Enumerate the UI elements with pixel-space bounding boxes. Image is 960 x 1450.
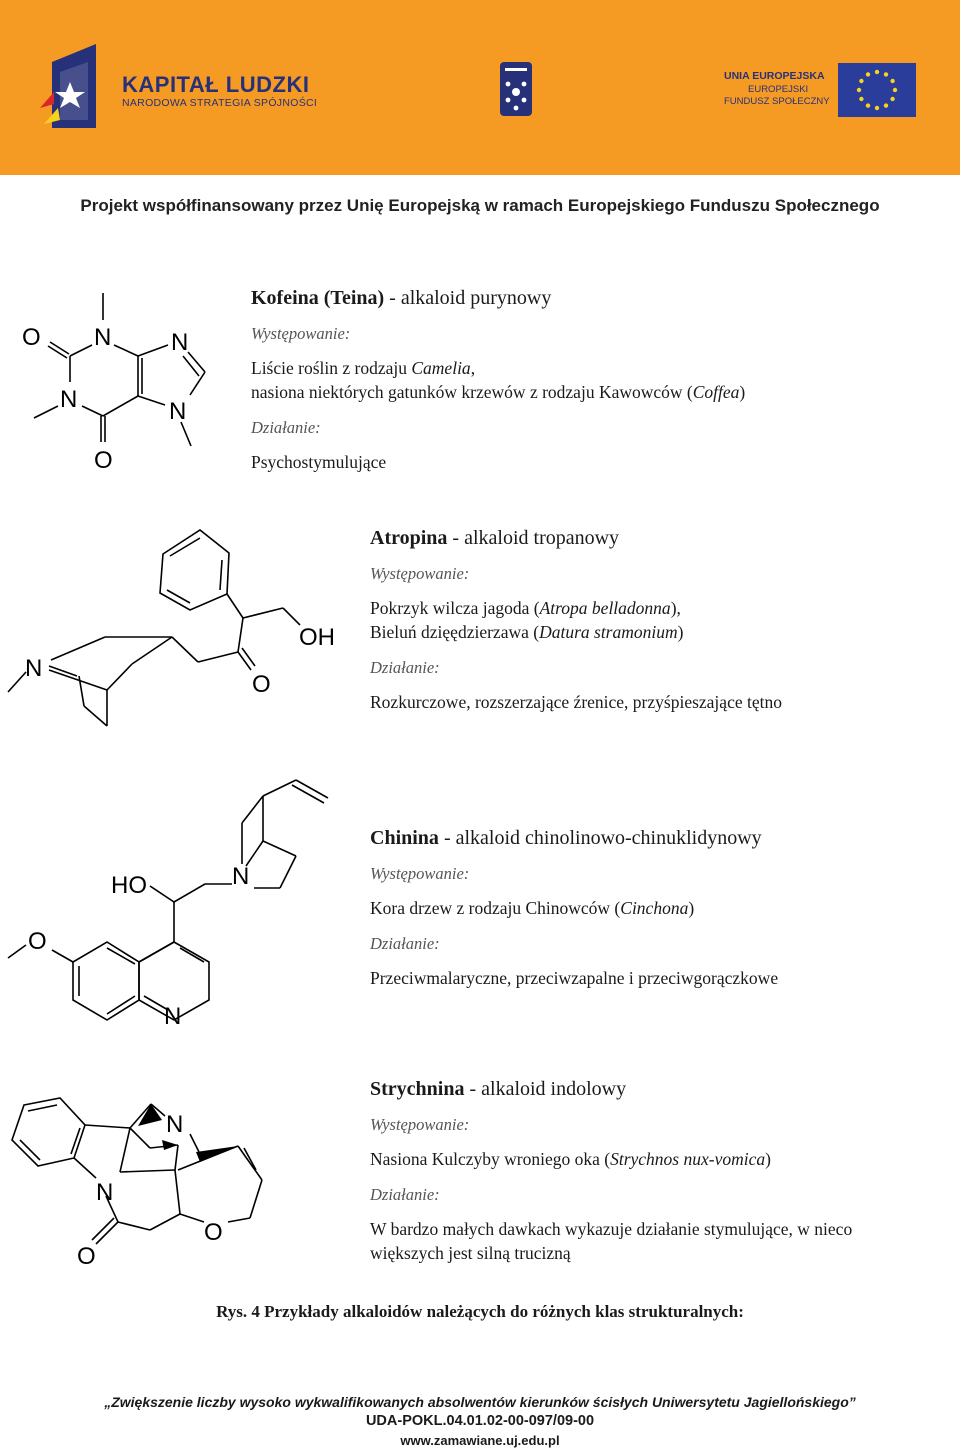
strychnine-atom-o-ether: O <box>204 1219 223 1246</box>
quinine-structure <box>8 780 328 1030</box>
atropine-title <box>370 527 782 550</box>
quinine-info <box>370 827 778 990</box>
kapital-ludzki-subtitle: NARODOWA STRATEGIA SPÓJNOŚCI <box>122 97 318 109</box>
caffeine-occurrence-label: Występowanie: <box>251 324 351 343</box>
caffeine-name: Kofeina (Teina) <box>251 287 385 309</box>
atropine-atom-n: N <box>25 655 43 682</box>
atropine-atom-oh: OH <box>299 624 335 651</box>
strychnine-atom-n-indole: N <box>96 1179 114 1206</box>
caffeine-atom-o2: O <box>94 447 113 474</box>
quinine-atom-o: O <box>28 928 47 955</box>
strychnine-structure <box>12 1098 262 1270</box>
caffeine-atom-n1: N <box>94 324 112 351</box>
strychnine-action-label: Działanie: <box>370 1185 440 1204</box>
atropine-class: - alkaloid tropanowy <box>447 527 620 549</box>
atropine-atom-o: O <box>252 671 271 698</box>
caffeine-atom-n3: N <box>60 386 78 413</box>
kapital-ludzki-title: KAPITAŁ LUDZKI <box>122 72 310 97</box>
strychnine-title <box>370 1078 852 1101</box>
strychnine-info <box>370 1078 852 1265</box>
atropine-name: Atropina <box>370 527 448 549</box>
quinine-action-text: Przeciwmalaryczne, przeciwzapalne i przeciwgorączkowe <box>370 968 779 988</box>
quinine-atom-ho: HO <box>111 872 147 899</box>
caffeine-action-label: Działanie: <box>251 418 321 437</box>
strychnine-class: - alkaloid indolowy <box>464 1078 627 1100</box>
footer-website[interactable]: www.zamawiane.uj.edu.pl <box>400 1433 560 1448</box>
strychnine-atom-o-carbonyl: O <box>77 1243 96 1270</box>
strychnine-occurrence-text: Nasiona Kulczyby wroniego oka (Strychnos nux-vomica) <box>370 1149 771 1169</box>
quinine-atom-n-ring: N <box>164 1003 182 1030</box>
atropine-structure <box>8 530 335 726</box>
atropine-action-text: Rozkurczowe, rozszerzające źrenice, przyśpieszające tętno <box>370 692 782 712</box>
eu-subtitle-1: EUROPEJSKI <box>748 84 809 95</box>
strychnine-name: Strychnina <box>370 1078 465 1100</box>
caffeine-occurrence-text: Liście roślin z rodzaju Camelia, nasiona niektórych gatunków krzewów z rodzaju Kawowców (Coffea) <box>251 358 746 402</box>
quinine-title <box>370 827 778 850</box>
atropine-occurrence-text: Pokrzyk wilcza jagoda (Atropa belladonna), Bieluń dzięędzierzawa (Datura stramonium) <box>370 598 684 642</box>
project-line: Projekt współfinansowany przez Unię Europejską w ramach Europejskiego Funduszu Społecznego <box>80 196 880 215</box>
strychnine-action-text: W bardzo małych dawkach wykazuje działanie stymulujące, w nieco większych jest silną trucizną <box>370 1219 853 1263</box>
quinine-atom-n-bridge: N <box>232 863 250 890</box>
caffeine-class: - alkaloid purynowy <box>384 287 552 309</box>
atropine-action-label: Działanie: <box>370 658 440 677</box>
atropine-info <box>370 527 782 714</box>
strychnine-atom-n-top: N <box>166 1111 184 1138</box>
footer-project-title: „Zwiększenie liczby wysoko wykwalifikowanych absolwentów kierunków ścisłych Uniwersytetu Jagiellońskiego” <box>104 1394 856 1410</box>
footer-project-code: UDA-POKL.04.01.02-00-097/09-00 <box>365 1413 595 1429</box>
figure-caption: Rys. 4 Przykłady alkaloidów należących do różnych klas strukturalnych: <box>216 1302 744 1321</box>
caffeine-structure <box>22 293 205 474</box>
atropine-occurrence-label: Występowanie: <box>370 564 470 583</box>
caffeine-atom-n4: N <box>169 398 187 425</box>
caffeine-title <box>251 287 745 310</box>
caffeine-atom-n2: N <box>171 329 189 356</box>
quinine-occurrence-text: Kora drzew z rodzaju Chinowców (Cinchona) <box>370 898 695 918</box>
caffeine-info <box>251 287 745 474</box>
eu-subtitle-2: FUNDUSZ SPOŁECZNY <box>724 96 830 107</box>
caffeine-atom-o1: O <box>22 324 41 351</box>
quinine-action-label: Działanie: <box>370 934 440 953</box>
strychnine-occurrence-label: Występowanie: <box>370 1115 470 1134</box>
quinine-name: Chinina <box>370 827 439 849</box>
quinine-class: - alkaloid chinolinowo-chinuklidynowy <box>438 827 762 849</box>
caffeine-action-text: Psychostymulujące <box>251 452 387 472</box>
quinine-occurrence-label: Występowanie: <box>370 864 470 883</box>
eu-title: UNIA EUROPEJSKA <box>724 70 825 82</box>
